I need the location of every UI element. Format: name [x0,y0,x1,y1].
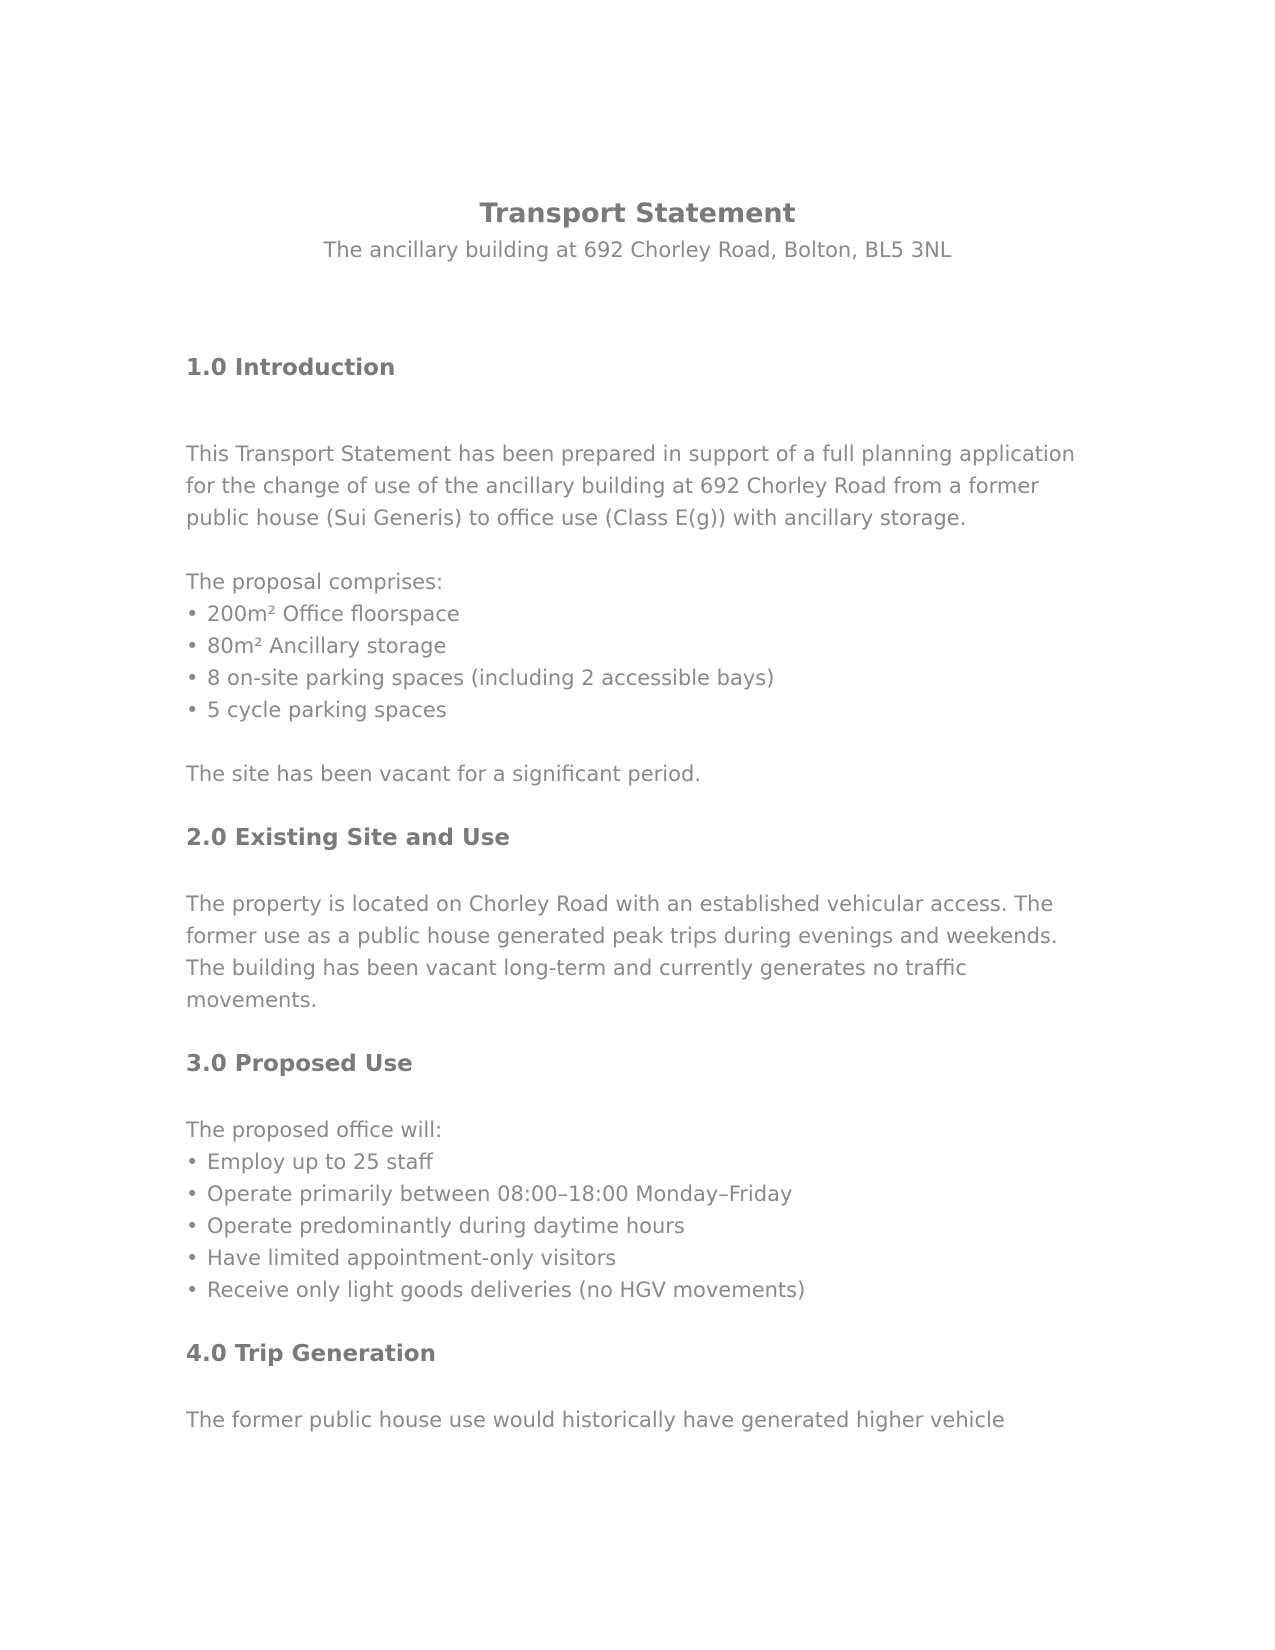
section-heading-proposed-use: 3.0 Proposed Use [186,1051,413,1077]
list-item: • 200m² Office floorspace [186,598,1086,630]
existing-site-paragraph: The property is located on Chorley Road with an established vehicular access. The former use as a public house generated peak trips during evenings and weekends. The building has been vacant long-term and currently generates no traffic movements. [186,892,1058,1012]
list-item: • Operate predominantly during daytime hours [186,1210,1086,1242]
document-title: Transport Statement [479,198,796,229]
section-heading-introduction: 1.0 Introduction [186,355,396,381]
proposed-use-list [186,1146,1086,1306]
section-introduction [186,352,1086,790]
section-trip-generation [186,1338,1086,1436]
list-item: • 80m² Ancillary storage [186,630,1086,662]
title-block [0,196,1275,264]
proposal-intro: The proposal comprises: [186,570,444,594]
section-heading-trip-generation: 4.0 Trip Generation [186,1341,436,1367]
trip-generation-paragraph: The former public house use would historically have generated higher vehicle [186,1408,1005,1432]
list-item: • 8 on-site parking spaces (including 2 accessible bays) [186,662,1086,694]
section-heading-existing-site: 2.0 Existing Site and Use [186,825,510,851]
vacancy-paragraph: The site has been vacant for a significant period. [186,762,701,786]
document-subtitle: The ancillary building at 692 Chorley Road, Bolton, BL5 3NL [323,238,952,262]
list-item: • Receive only light goods deliveries (no HGV movements) [186,1274,1086,1306]
document-body [186,352,1086,1436]
list-item: • Employ up to 25 staff [186,1146,1086,1178]
introduction-paragraph: This Transport Statement has been prepared in support of a full planning application for the change of use of the ancillary building at 692 Chorley Road from a former public house (Sui Generis) to office use (Class E(g)) with ancillary storage. [186,442,1075,530]
section-existing-site [186,822,1086,1016]
list-item: • Have limited appointment-only visitors [186,1242,1086,1274]
proposed-use-intro: The proposed office will: [186,1118,443,1142]
list-item: • Operate primarily between 08:00–18:00 Monday–Friday [186,1178,1086,1210]
list-item: • 5 cycle parking spaces [186,694,1086,726]
section-proposed-use [186,1048,1086,1306]
proposal-list [186,598,1086,726]
